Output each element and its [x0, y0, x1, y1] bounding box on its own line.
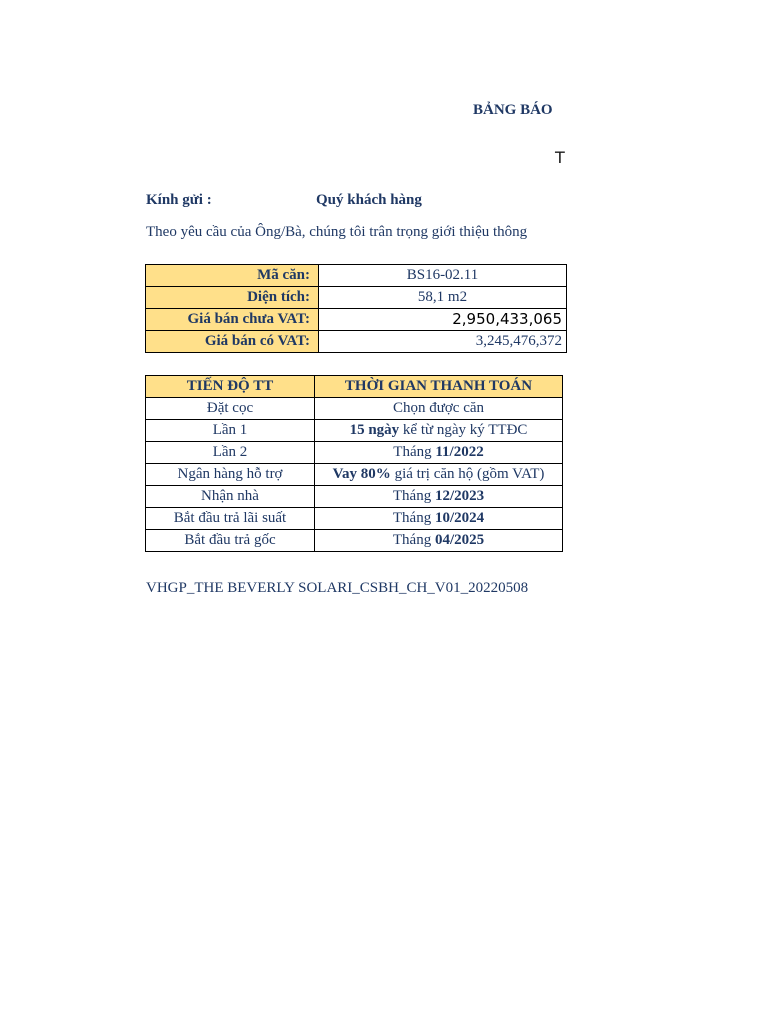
time-text: Chọn được căn — [392, 400, 485, 416]
price-incl-vat-value: 3,245,476,372 — [319, 331, 567, 353]
time-cell — [315, 442, 563, 464]
stage-cell: Lần 1 — [146, 420, 315, 442]
time-prefix: Tháng — [393, 444, 436, 460]
greeting-label: Kính gửi : — [146, 192, 212, 208]
price-incl-vat-label: Giá bán có VAT: — [146, 331, 319, 353]
payment-schedule-table — [145, 375, 563, 552]
column-header-time: THỜI GIAN THANH TOÁN — [315, 376, 563, 398]
stage-cell: Bắt đầu trả gốc — [146, 530, 315, 552]
stage-cell: Lần 2 — [146, 442, 315, 464]
table-row — [146, 486, 563, 508]
time-cell — [315, 464, 563, 486]
table-row — [146, 464, 563, 486]
price-excl-vat-label: Giá bán chưa VAT: — [146, 309, 319, 331]
area-label: Diện tích: — [146, 287, 319, 309]
time-bold: 10/2024 — [434, 510, 485, 526]
side-letter: T — [555, 148, 565, 167]
column-header-stage: TIẾN ĐỘ TT — [146, 376, 315, 398]
table-row — [146, 530, 563, 552]
table-header-row — [146, 376, 563, 398]
table-row — [146, 309, 567, 331]
stage-cell: Nhận nhà — [146, 486, 315, 508]
stage-cell: Bắt đầu trả lãi suất — [146, 508, 315, 530]
greeting-recipient: Quý khách hàng — [316, 192, 422, 208]
time-cell — [315, 508, 563, 530]
area-value: 58,1 m2 — [319, 287, 567, 309]
time-cell — [315, 420, 563, 442]
time-prefix: Tháng — [392, 510, 435, 526]
time-prefix: Tháng — [392, 488, 435, 504]
time-bold: Vay 80% — [332, 466, 391, 482]
time-text: kể từ ngày ký TTĐC — [399, 422, 528, 438]
unit-code-label: Mã căn: — [146, 265, 319, 287]
table-row — [146, 420, 563, 442]
unit-info-table — [145, 264, 567, 353]
table-row — [146, 287, 567, 309]
time-cell — [315, 398, 563, 420]
table-row — [146, 508, 563, 530]
document-code: VHGP_THE BEVERLY SOLARI_CSBH_CH_V01_20220508 — [146, 580, 529, 596]
time-cell — [315, 486, 563, 508]
time-bold: 15 ngày — [349, 422, 400, 438]
stage-cell: Ngân hàng hỗ trợ — [146, 464, 315, 486]
unit-code-value: BS16-02.11 — [319, 265, 567, 287]
price-excl-vat-value: 2,950,433,065 — [319, 309, 567, 331]
time-prefix: Tháng — [392, 532, 435, 548]
time-text: giá trị căn hộ (gồm VAT) — [390, 466, 545, 482]
time-bold: 04/2025 — [434, 532, 485, 548]
table-row — [146, 331, 567, 353]
time-cell — [315, 530, 563, 552]
intro-text: Theo yêu cầu của Ông/Bà, chúng tôi trân trọng giới thiệu thông — [146, 224, 528, 240]
table-row — [146, 442, 563, 464]
time-bold: 12/2023 — [434, 488, 485, 504]
stage-cell: Đặt cọc — [146, 398, 315, 420]
page-title: BẢNG BÁO — [473, 102, 553, 118]
table-row — [146, 265, 567, 287]
table-row — [146, 398, 563, 420]
time-bold: 11/2022 — [435, 444, 484, 460]
